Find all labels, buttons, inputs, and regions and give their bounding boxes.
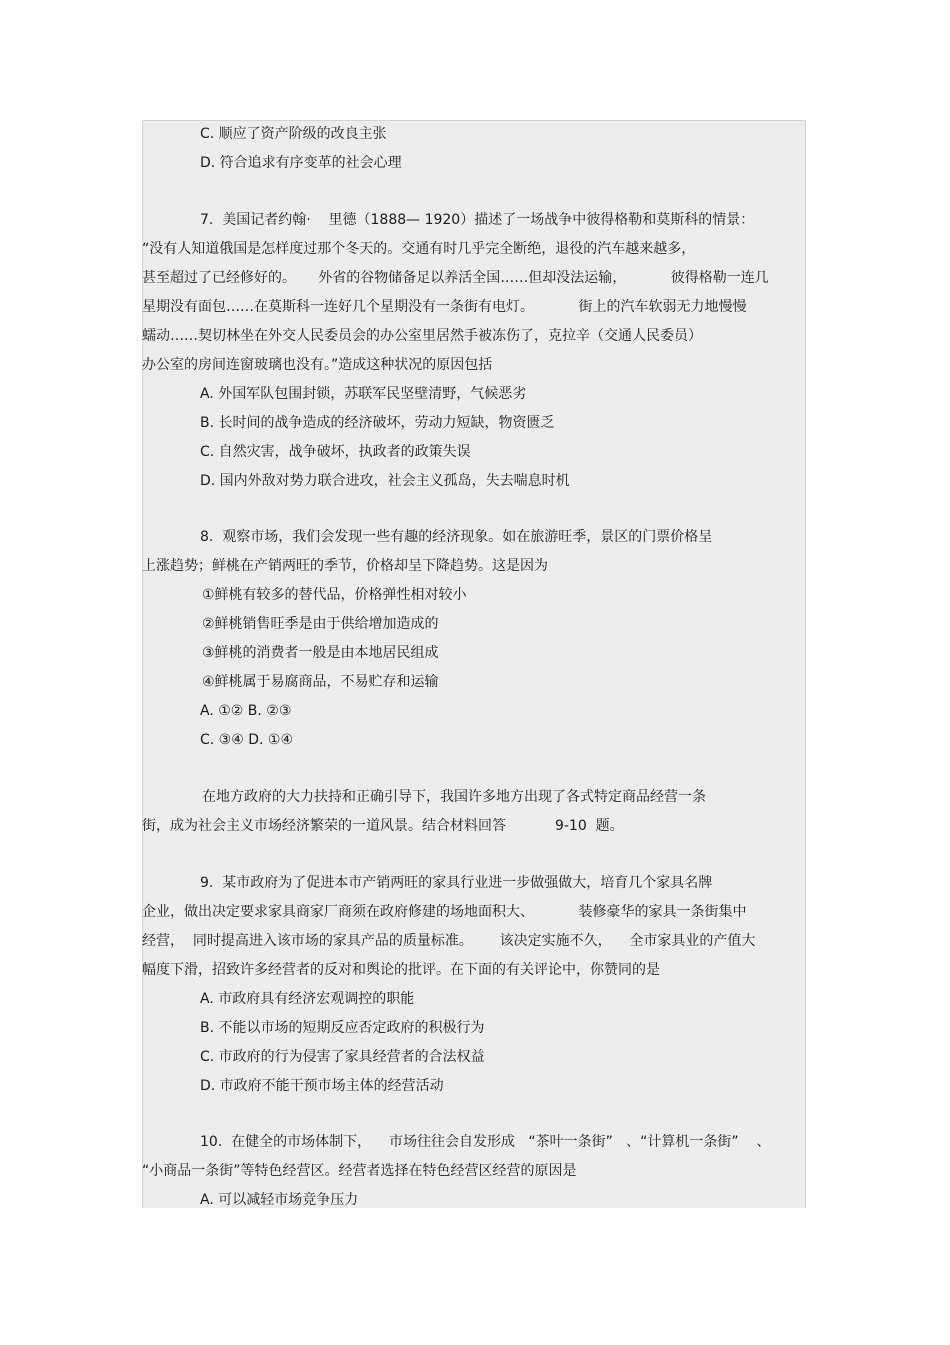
options-cd-q8: C. ③④ D. ①④ [200, 732, 294, 748]
question-9-line-1: 9. 某市政府为了促进本市产销两旺的家具行业进一步做强做大，培育几个家具名牌 [200, 875, 713, 891]
statement-3-q8: ③鲜桃的消费者一般是由本地居民组成 [202, 645, 439, 661]
options-ab-q8: A. ①② B. ②③ [200, 703, 292, 719]
option-c-q9: C. 市政府的行为侵害了家具经营者的合法权益 [200, 1049, 485, 1065]
question-7-line-1: 7. 美国记者约翰· 里德（1888— 1920）描述了一场战争中彼得格勒和莫斯科的情景： [200, 212, 755, 228]
question-7-line-2: “没有人知道俄国是怎样度过那个冬天的。交通有时几乎完全断绝，退役的汽车越来越多， [142, 241, 696, 257]
question-7-line-4: 星期没有面包……在莫斯科一连好几个星期没有一条街有电灯。 街上的汽车软弱无力地慢慢 [142, 299, 747, 315]
option-a-q7: A. 外国军队包围封锁，苏联军民坚壁清野，气候恶劣 [200, 386, 527, 402]
option-b-q7: B. 长时间的战争造成的经济破坏，劳动力短缺，物资匮乏 [200, 415, 555, 431]
question-9-line-2: 企业，做出决定要求家具商家厂商须在政府修建的场地面积大、 装修豪华的家具一条街集中 [142, 904, 747, 920]
option-c-q6: C. 顺应了资产阶级的改良主张 [200, 126, 387, 142]
question-9-line-3: 经营， 同时提高进入该市场的家具产品的质量标准。 该决定实施不久， 全市家具业的产值大 [142, 933, 756, 949]
question-7-line-5: 蠕动……契切林坐在外交人民委员会的办公室里居然手被冻伤了，克拉辛（交通人民委员） [142, 328, 702, 344]
question-7-line-6: 办公室的房间连窗玻璃也没有。”造成这种状况的原因包括 [142, 357, 493, 373]
question-10-line-1: 10. 在健全的市场体制下， 市场往往会自发形成 “茶叶一条街” 、“计算机一条街” 、 [200, 1134, 771, 1150]
option-d-q9: D. 市政府不能干预市场主体的经营活动 [200, 1078, 444, 1094]
question-9-line-4: 幅度下滑，招致许多经营者的反对和舆论的批评。在下面的有关评论中，你赞同的是 [142, 962, 660, 978]
question-10-line-2: “小商品一条街”等特色经营区。经营者选择在特色经营区经营的原因是 [142, 1163, 577, 1179]
material-line-1: 在地方政府的大力扶持和正确引导下，我国许多地方出现了各式特定商品经营一条 [202, 789, 706, 805]
statement-2-q8: ②鲜桃销售旺季是由于供给增加造成的 [202, 616, 439, 632]
option-a-q9: A. 市政府具有经济宏观调控的职能 [200, 991, 415, 1007]
question-7-line-3: 甚至超过了已经修好的。 外省的谷物储备足以养活全国……但却没法运输， 彼得格勒一连几 [142, 270, 769, 286]
material-line-2: 街，成为社会主义市场经济繁荣的一道风景。结合材料回答 9-10 题。 [142, 818, 624, 834]
option-d-q7: D. 国内外敌对势力联合进攻，社会主义孤岛，失去喘息时机 [200, 473, 570, 489]
option-d-q6: D. 符合追求有序变革的社会心理 [200, 155, 402, 171]
question-8-line-2: 上涨趋势；鲜桃在产销两旺的季节，价格却呈下降趋势。这是因为 [142, 558, 548, 574]
statement-1-q8: ①鲜桃有较多的替代品，价格弹性相对较小 [202, 587, 467, 603]
option-b-q9: B. 不能以市场的短期反应否定政府的积极行为 [200, 1020, 485, 1036]
option-c-q7: C. 自然灾害，战争破坏，执政者的政策失误 [200, 444, 471, 460]
option-a-q10: A. 可以减轻市场竞争压力 [200, 1192, 359, 1208]
question-8-line-1: 8. 观察市场，我们会发现一些有趣的经济现象。如在旅游旺季，景区的门票价格呈 [200, 529, 713, 545]
statement-4-q8: ④鲜桃属于易腐商品，不易贮存和运输 [202, 674, 439, 690]
